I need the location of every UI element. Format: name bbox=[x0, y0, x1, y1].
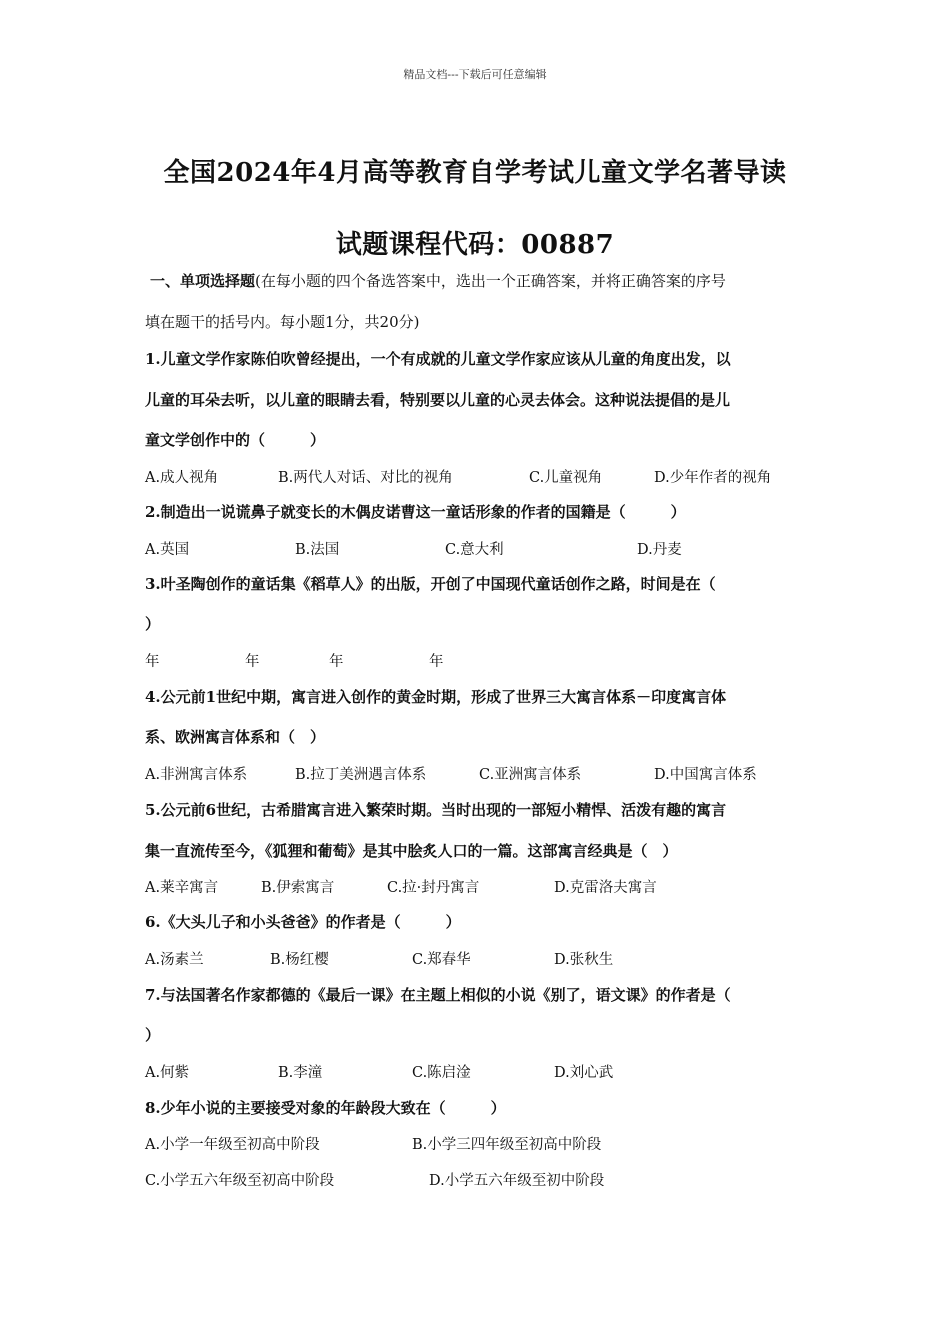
option-a: A.何紫 bbox=[145, 1065, 190, 1081]
question-5-line-2: 集一直流传至今，《狐狸和葡萄》是其中脍炙人口的一篇。这部寓言经典是（ ） bbox=[145, 842, 678, 860]
option-d: D.刘心武 bbox=[554, 1065, 614, 1081]
course-code-title: 试题课程代码：00887 bbox=[335, 230, 615, 260]
option-c: C.陈启淦 bbox=[412, 1065, 471, 1081]
section-heading-line bbox=[150, 270, 820, 291]
option-a: A.非洲寓言体系 bbox=[145, 767, 248, 783]
question-4-line-1: 4.公元前1世纪中期，寓言进入创作的黄金时期，形成了世界三大寓言体系－印度寓言体 bbox=[145, 688, 727, 706]
header-note: 精品文档---下载后可任意编辑 bbox=[403, 68, 547, 81]
option-a: A.小学一年级至初高中阶段 bbox=[145, 1137, 320, 1153]
option-a: 年 bbox=[145, 654, 160, 670]
question-5-options bbox=[145, 876, 825, 898]
question-4-line-2: 系、欧洲寓言体系和（ ） bbox=[145, 728, 326, 746]
option-c: C.意大利 bbox=[445, 542, 504, 558]
option-b: B.两代人对话、对比的视角 bbox=[278, 470, 453, 486]
option-c: C.郑春华 bbox=[412, 952, 471, 968]
option-d: D.克雷洛夫寓言 bbox=[554, 880, 657, 896]
option-c: C.亚洲寓言体系 bbox=[479, 767, 582, 783]
question-5-line-1: 5.公元前6世纪，古希腊寓言进入繁荣时期。当时出现的一部短小精悍、活泼有趣的寓言 bbox=[145, 801, 727, 819]
question-3-line-1: 3.叶圣陶创作的童话集《稻草人》的出版，开创了中国现代童话创作之路，时间是在（ bbox=[145, 575, 716, 593]
question-7-line-2: ） bbox=[145, 1026, 161, 1044]
option-d: D.张秋生 bbox=[554, 952, 614, 968]
question-1-line-1: 1.儿童文学作家陈伯吹曾经提出，一个有成就的儿童文学作家应该从儿童的角度出发，以 bbox=[145, 350, 731, 368]
option-d: D.丹麦 bbox=[637, 542, 682, 558]
option-d: D.中国寓言体系 bbox=[654, 767, 757, 783]
question-7-options bbox=[145, 1061, 825, 1083]
option-c: 年 bbox=[329, 654, 344, 670]
question-8-options-row-2 bbox=[145, 1169, 825, 1191]
question-6-line-1: 6.《大头儿子和小头爸爸》的作者是（ ） bbox=[145, 913, 461, 931]
option-c: C.儿童视角 bbox=[529, 470, 603, 486]
option-a: A.莱辛寓言 bbox=[145, 880, 219, 896]
section-heading: 一、单项选择题 bbox=[150, 272, 256, 290]
question-1-line-2: 儿童的耳朵去听，以儿童的眼睛去看，特别要以儿童的心灵去体会。这种说法提倡的是儿 bbox=[145, 391, 731, 409]
question-8-line-1: 8.少年小说的主要接受对象的年龄段大致在（ ） bbox=[145, 1099, 506, 1117]
section-instruction-cont: 填在题干的括号内。每小题1分，共20分) bbox=[145, 313, 420, 331]
option-b: B.杨红樱 bbox=[270, 952, 329, 968]
option-a: A.英国 bbox=[145, 542, 190, 558]
option-a: A.成人视角 bbox=[145, 470, 219, 486]
option-b: B.伊索寓言 bbox=[261, 880, 335, 896]
question-6-options bbox=[145, 948, 825, 970]
document-title: 全国2024年4月高等教育自学考试儿童文学名著导读 bbox=[163, 158, 787, 188]
question-3-line-2: ） bbox=[145, 615, 161, 633]
question-7-line-1: 7.与法国著名作家都德的《最后一课》在主题上相似的小说《别了，语文课》的作者是（ bbox=[145, 986, 731, 1004]
question-8-options-row-1 bbox=[145, 1133, 825, 1155]
section-instruction: (在每小题的四个备选答案中，选出一个正确答案，并将正确答案的序号 bbox=[255, 272, 726, 290]
option-b: 年 bbox=[245, 654, 260, 670]
option-c: C.小学五六年级至初高中阶段 bbox=[145, 1173, 335, 1189]
option-a: A.汤素兰 bbox=[145, 952, 204, 968]
option-b: B.小学三四年级至初高中阶段 bbox=[412, 1137, 602, 1153]
question-2-options bbox=[145, 538, 825, 560]
question-1-line-3: 童文学创作中的（ ） bbox=[145, 431, 326, 449]
question-2-line-1: 2.制造出一说谎鼻子就变长的木偶皮诺曹这一童话形象的作者的国籍是（ ） bbox=[145, 503, 686, 521]
option-d: D.少年作者的视角 bbox=[654, 470, 772, 486]
question-4-options bbox=[145, 763, 825, 785]
option-b: B.拉丁美洲遇言体系 bbox=[295, 767, 427, 783]
option-b: B.法国 bbox=[295, 542, 340, 558]
question-1-options bbox=[145, 466, 825, 488]
option-c: C.拉·封丹寓言 bbox=[387, 880, 480, 896]
question-3-options bbox=[145, 650, 825, 672]
option-d: 年 bbox=[429, 654, 444, 670]
option-b: B.李潼 bbox=[278, 1065, 323, 1081]
option-d: D.小学五六年级至初中阶段 bbox=[429, 1173, 605, 1189]
